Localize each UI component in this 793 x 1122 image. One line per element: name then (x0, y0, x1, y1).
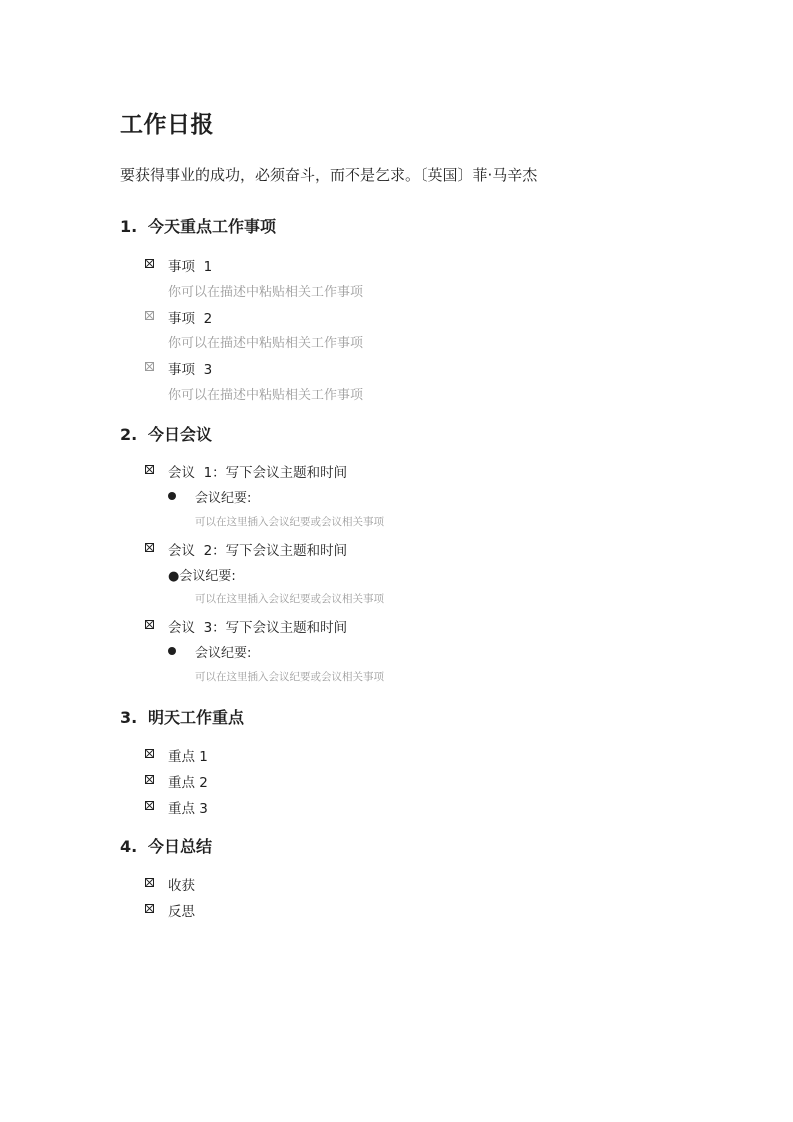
checkbox-icon[interactable] (145, 904, 154, 913)
checkbox-icon[interactable] (145, 465, 154, 474)
checkbox-icon[interactable] (145, 311, 154, 320)
task-item-label: 事项 3 (168, 362, 213, 378)
summary-item-label: 反思 (168, 904, 195, 920)
focus-item-label: 重点 2 (168, 775, 208, 791)
section-title: 明天工作重点 (148, 708, 245, 727)
section-title: 今日会议 (148, 425, 213, 444)
page-title: 工作日报 (120, 112, 214, 138)
section-heading-1 (120, 214, 276, 237)
meeting-item-label: 会议 3：写下会议主题和时间 (168, 620, 348, 636)
section-number: 4. (120, 837, 138, 856)
section-heading-4 (120, 834, 212, 857)
meeting-item-label: 会议 2：写下会议主题和时间 (168, 543, 348, 559)
section-title: 今日总结 (148, 837, 213, 856)
task-item-label: 事项 2 (168, 311, 213, 327)
task-item-label: 事项 1 (168, 259, 213, 275)
meeting-notes-hint: 可以在这里插入会议纪要或会议相关事项 (195, 593, 384, 605)
meeting-notes-hint: 可以在这里插入会议纪要或会议相关事项 (195, 671, 384, 683)
bullet-icon (168, 492, 176, 500)
focus-item-label: 重点 1 (168, 749, 208, 765)
checkbox-icon[interactable] (145, 543, 154, 552)
checkbox-icon[interactable] (145, 362, 154, 371)
task-item-description: 你可以在描述中粘贴相关工作事项 (168, 336, 364, 351)
checkbox-icon[interactable] (145, 749, 154, 758)
task-item-description: 你可以在描述中粘贴相关工作事项 (168, 285, 364, 300)
meeting-notes-label: ●会议纪要: (168, 569, 236, 584)
quote-line: 要获得事业的成功，必须奋斗，而不是乞求。〔英国〕菲·马辛杰 (120, 166, 538, 184)
section-number: 2. (120, 425, 138, 444)
section-heading-2 (120, 422, 212, 445)
task-item-description: 你可以在描述中粘贴相关工作事项 (168, 388, 364, 403)
focus-item-label: 重点 3 (168, 801, 208, 817)
checkbox-icon[interactable] (145, 878, 154, 887)
meeting-notes-label: 会议纪要: (195, 491, 252, 506)
bullet-icon (168, 647, 176, 655)
checkbox-icon[interactable] (145, 259, 154, 268)
checkbox-icon[interactable] (145, 775, 154, 784)
meeting-notes-hint: 可以在这里插入会议纪要或会议相关事项 (195, 516, 384, 528)
meeting-notes-label: 会议纪要: (195, 646, 252, 661)
meeting-item-label: 会议 1：写下会议主题和时间 (168, 465, 348, 481)
summary-item-label: 收获 (168, 878, 195, 894)
checkbox-icon[interactable] (145, 801, 154, 810)
section-number: 3. (120, 708, 138, 727)
section-heading-3 (120, 705, 244, 728)
checkbox-icon[interactable] (145, 620, 154, 629)
section-number: 1. (120, 217, 138, 236)
section-title: 今天重点工作事项 (148, 217, 277, 236)
